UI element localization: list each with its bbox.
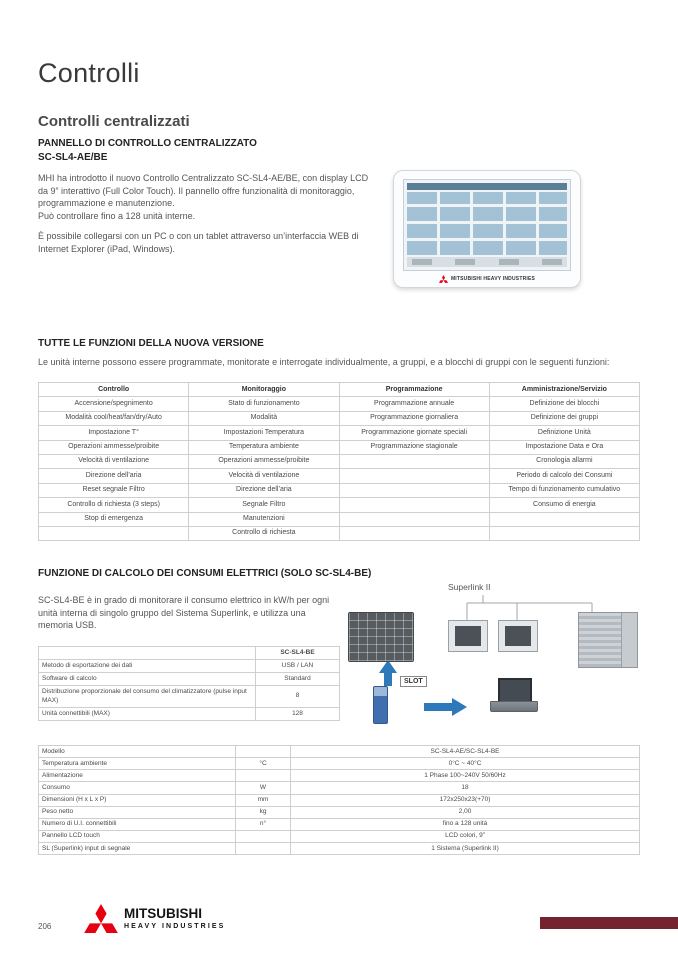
table-cell [339, 512, 489, 526]
table-cell: Temperatura ambiente [39, 758, 236, 770]
table-cell: 1 Sistema (Superlink II) [291, 843, 640, 855]
table-row [39, 498, 640, 512]
table-cell: fino a 128 unità [291, 818, 640, 830]
outdoor-unit [578, 612, 638, 668]
table-cell: SC-SL4-AE/SC-SL4-BE [291, 746, 640, 758]
table-row [39, 483, 640, 497]
ceiling-cassette-unit [498, 620, 538, 652]
table-cell: Operazioni ammesse/proibite [189, 454, 339, 468]
control-panel-frame [393, 170, 581, 288]
panel-heading [38, 137, 257, 164]
table-cell: Periodo di calcolo dei Consumi [489, 469, 639, 483]
table-row [39, 526, 640, 540]
table-cell [489, 526, 639, 540]
column-header: SC-SL4-BE [256, 647, 340, 660]
section-subtitle: Controlli centralizzati [38, 113, 190, 131]
usb-stick [373, 686, 388, 724]
up-arrow-icon [379, 660, 397, 686]
table-cell: Reset segnale Filtro [39, 483, 189, 497]
functions-intro: Le unità interne possono essere programmate, monitorate e interrogate individualmente, a gruppi, e a blocchi di gruppi con le seguenti funzioni: [38, 357, 610, 367]
control-panel-screen [403, 179, 571, 271]
table-cell: Programmazione annuale [339, 397, 489, 411]
consumption-table-body [39, 660, 340, 721]
screen-button [412, 259, 432, 265]
table-cell: 128 [256, 707, 340, 720]
intro-paragraph-1b: Può controllare fino a 128 unità interne. [38, 210, 196, 221]
unit-status-grid [407, 192, 567, 255]
table-cell: Alimentazione [39, 770, 236, 782]
table-cell: Definizione Unità [489, 426, 639, 440]
ceiling-cassette-unit [448, 620, 488, 652]
table-cell: mm [236, 794, 291, 806]
table-cell [339, 454, 489, 468]
table-row [39, 469, 640, 483]
consumption-table [38, 646, 340, 721]
system-diagram [340, 582, 652, 734]
table-cell: 2,00 [291, 806, 640, 818]
logo-line1: MITSUBISHI [124, 906, 203, 922]
device-brand-text: MITSUBISHI HEAVY INDUSTRIES [450, 276, 536, 282]
table-row [39, 746, 640, 758]
table-row [39, 758, 640, 770]
mitsubishi-mark-icon [84, 904, 118, 933]
screen-button [542, 259, 562, 265]
table-cell [236, 746, 291, 758]
specs-table [38, 745, 640, 855]
table-cell: Definizione dei gruppi [489, 411, 639, 425]
table-cell: Accensione/spegnimento [39, 397, 189, 411]
table-cell: Dimensioni (H x L x P) [39, 794, 236, 806]
mhi-logo [84, 904, 225, 933]
table-row [39, 660, 340, 673]
table-cell: Operazioni ammesse/proibite [39, 440, 189, 454]
mitsubishi-mark-icon [439, 275, 448, 283]
table-cell: 1 Phase 100~240V 50/60Hz [291, 770, 640, 782]
table-row [39, 806, 640, 818]
page-title: Controlli [38, 58, 140, 89]
table-cell: n° [236, 818, 291, 830]
table-row [39, 830, 640, 842]
table-row [39, 411, 640, 425]
consumption-table-head [39, 647, 340, 660]
table-cell [339, 483, 489, 497]
table-cell: Software di calcolo [39, 673, 256, 686]
table-cell [236, 770, 291, 782]
table-row [39, 782, 640, 794]
page-number: 206 [38, 922, 52, 931]
slot-label: SLOT [400, 676, 427, 687]
table-cell: Modalità [189, 411, 339, 425]
table-header-row [39, 383, 640, 397]
table-cell: Temperatura ambiente [189, 440, 339, 454]
consumption-heading: FUNZIONE DI CALCOLO DEI CONSUMI ELETTRICI (SOLO SC-SL4-BE) [38, 568, 372, 579]
table-cell [489, 512, 639, 526]
intro-paragraph-2: È possibile collegarsi con un PC o con un tablet attraverso un’interfaccia WEB di Internet Explorer (iPad, Windows). [38, 231, 359, 254]
table-cell: LCD colori, 9” [291, 830, 640, 842]
table-cell: Peso netto [39, 806, 236, 818]
table-cell: Metodo di esportazione dei dati [39, 660, 256, 673]
table-row [39, 397, 640, 411]
table-cell: Controllo di richiesta [189, 526, 339, 540]
table-cell: SL (Superlink) input di segnale [39, 843, 236, 855]
data-flow-arrows [379, 660, 467, 716]
table-header-row [39, 647, 340, 660]
table-cell: Numero di U.I. connettibili [39, 818, 236, 830]
table-row [39, 440, 640, 454]
empty-header-cell [39, 647, 256, 660]
table-cell [339, 469, 489, 483]
table-cell: Stato di funzionamento [189, 397, 339, 411]
cassette-vent [505, 626, 531, 646]
table-cell: Segnale Filtro [189, 498, 339, 512]
table-cell: Controllo di richiesta (3 steps) [39, 498, 189, 512]
table-cell: Cronologia allarmi [489, 454, 639, 468]
table-cell: W [236, 782, 291, 794]
table-cell [339, 498, 489, 512]
consumption-paragraph: SC-SL4-BE è in grado di monitorare il consumo elettrico in kW/h per ogni unità interna di singolo gruppo del Sistema Superlink, e utilizza una memoria USB. [38, 595, 330, 631]
table-cell: Standard [256, 673, 340, 686]
column-header: Programmazione [339, 383, 489, 397]
screen-title-bar [407, 183, 567, 190]
screen-bottom-bar [407, 257, 567, 267]
superlink-label: Superlink II [448, 582, 491, 592]
table-row [39, 686, 340, 707]
mhi-logo-text [124, 907, 225, 930]
table-cell: Stop di emergenza [39, 512, 189, 526]
table-cell: 18 [291, 782, 640, 794]
table-cell: Programmazione stagionale [339, 440, 489, 454]
table-cell: Direzione dell’aria [39, 469, 189, 483]
intro-paragraph-1: MHI ha introdotto il nuovo Controllo Centralizzato SC-SL4-AE/BE, con display LCD da 9” interattivo (Full Color Touch). Il pannello offre funzionalità di monitoraggio, programmazione e manutenzione. [38, 173, 369, 209]
table-cell: Unità connettibili (MAX) [39, 707, 256, 720]
intro-text [38, 172, 376, 256]
cassette-vent [455, 626, 481, 646]
screen-button [499, 259, 519, 265]
table-cell [339, 526, 489, 540]
table-cell: 0°C ~ 40°C [291, 758, 640, 770]
panel-heading-line1: PANNELLO DI CONTROLLO CENTRALIZZATO [38, 138, 257, 149]
logo-line2: HEAVY INDUSTRIES [124, 922, 226, 930]
screen-button [455, 259, 475, 265]
functions-table-body [39, 397, 640, 541]
outdoor-unit-side-panel [621, 613, 637, 667]
laptop-screen [498, 678, 532, 703]
table-row [39, 818, 640, 830]
table-cell: Programmazione giornaliera [339, 411, 489, 425]
table-cell: kg [236, 806, 291, 818]
table-row [39, 454, 640, 468]
functions-table [38, 382, 640, 541]
table-cell: Impostazione T° [39, 426, 189, 440]
table-row [39, 843, 640, 855]
table-cell: °C [236, 758, 291, 770]
table-cell: Modello [39, 746, 236, 758]
table-row [39, 707, 340, 720]
table-cell: 8 [256, 686, 340, 707]
table-cell [236, 843, 291, 855]
laptop-keyboard [490, 701, 538, 712]
table-cell: Consumo [39, 782, 236, 794]
right-arrow-icon [424, 698, 467, 716]
table-row [39, 512, 640, 526]
table-cell: USB / LAN [256, 660, 340, 673]
table-cell: Distribuzione proporzionale del consumo del climatizzatore (pulse input MAX) [39, 686, 256, 707]
table-cell: Consumo di energia [489, 498, 639, 512]
table-row [39, 426, 640, 440]
functions-heading: TUTTE LE FUNZIONI DELLA NUOVA VERSIONE [38, 338, 264, 349]
table-cell: Impostazione Data e Ora [489, 440, 639, 454]
device-brand [403, 275, 571, 283]
column-header: Monitoraggio [189, 383, 339, 397]
column-header: Controllo [39, 383, 189, 397]
table-cell: 172x250x23(+70) [291, 794, 640, 806]
table-cell [236, 830, 291, 842]
control-panel-thumbnail [348, 612, 414, 662]
table-cell [39, 526, 189, 540]
connector-lines [467, 595, 592, 620]
table-cell: Tempo di funzionamento cumulativo [489, 483, 639, 497]
footer-accent-bar [540, 917, 678, 929]
column-header: Amministrazione/Servizio [489, 383, 639, 397]
specs-table-body [39, 746, 640, 855]
table-row [39, 770, 640, 782]
table-cell: Velocità di ventilazione [189, 469, 339, 483]
table-cell: Impostazioni Temperatura [189, 426, 339, 440]
functions-table-head [39, 383, 640, 397]
table-cell: Direzione dell’aria [189, 483, 339, 497]
panel-heading-line2: SC-SL4-AE/BE [38, 151, 108, 163]
table-row [39, 794, 640, 806]
table-cell: Definizione dei blocchi [489, 397, 639, 411]
table-row [39, 673, 340, 686]
table-cell: Manutenzioni [189, 512, 339, 526]
table-cell: Velocità di ventilazione [39, 454, 189, 468]
table-cell: Programmazione giornate speciali [339, 426, 489, 440]
table-cell: Modalità cool/heat/fan/dry/Auto [39, 411, 189, 425]
table-cell: Pannello LCD touch [39, 830, 236, 842]
control-panel-image [393, 170, 581, 302]
